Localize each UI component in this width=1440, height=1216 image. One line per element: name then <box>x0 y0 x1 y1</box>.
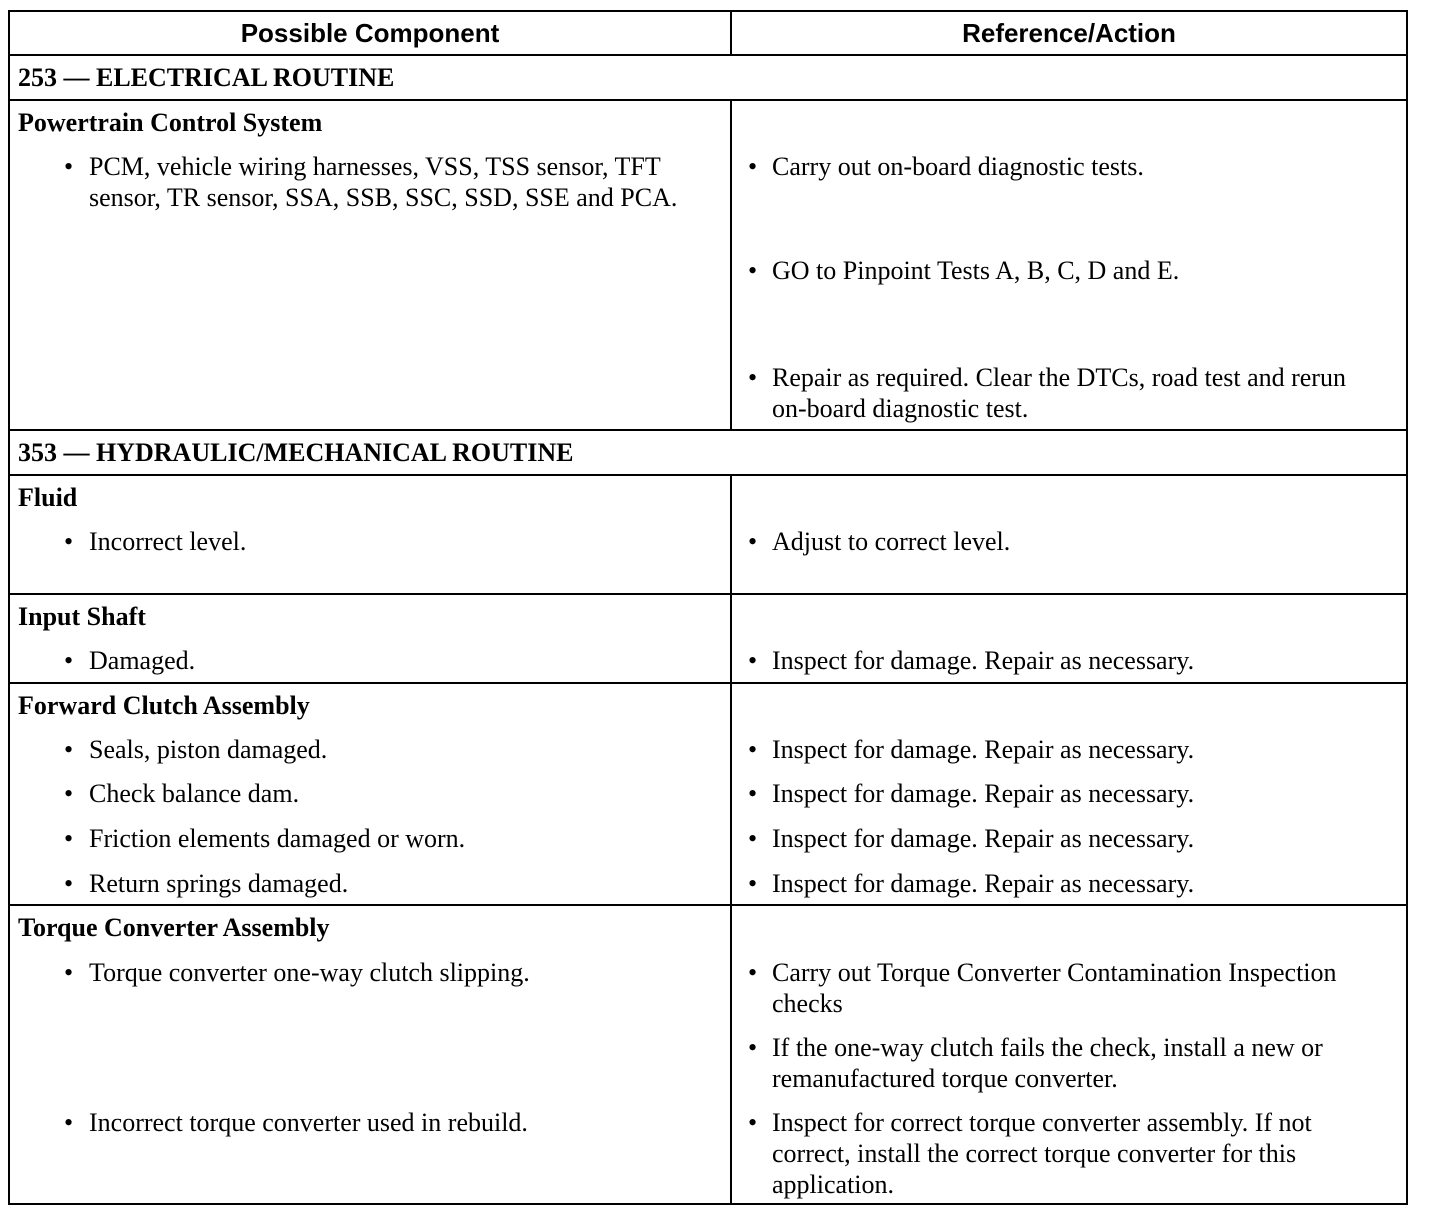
row-rule <box>8 682 1408 684</box>
component-item: Incorrect level. <box>89 527 247 556</box>
action-item: Repair as required. Clear the DTCs, road test and rerun on-board diagnostic test. <box>772 363 1346 423</box>
action-item: If the one-way clutch fails the check, install a new or remanufactured torque converter. <box>772 1033 1323 1093</box>
bullet-icon: • <box>748 869 758 898</box>
component-item: Damaged. <box>89 646 196 675</box>
group-title: Forward Clutch Assembly <box>18 691 310 720</box>
action-item: Inspect for damage. Repair as necessary. <box>772 824 1195 853</box>
section-rule <box>8 99 1408 101</box>
bullet-icon: • <box>748 958 758 987</box>
component-item: Incorrect torque converter used in rebuild. <box>89 1108 528 1137</box>
bullet-icon: • <box>64 869 74 898</box>
group-title: Torque Converter Assembly <box>18 913 330 942</box>
bullet-icon: • <box>64 735 74 764</box>
section-rule <box>8 429 1408 431</box>
table-border-right <box>1406 10 1408 1205</box>
section-title: 253 — ELECTRICAL ROUTINE <box>18 63 395 92</box>
bullet-icon: • <box>64 646 74 675</box>
group-title: Input Shaft <box>18 602 146 631</box>
action-item: GO to Pinpoint Tests A, B, C, D and E. <box>772 256 1180 285</box>
section-title: 353 — HYDRAULIC/MECHANICAL ROUTINE <box>18 438 574 467</box>
column-divider <box>730 474 732 1205</box>
action-item: Inspect for damage. Repair as necessary. <box>772 735 1195 764</box>
row-rule <box>8 904 1408 906</box>
bullet-icon: • <box>748 779 758 808</box>
bullet-icon: • <box>748 1108 758 1137</box>
bullet-icon: • <box>748 1033 758 1062</box>
action-item: Carry out Torque Converter Contamination Inspection checks <box>772 958 1337 1018</box>
bullet-icon: • <box>64 1108 74 1137</box>
component-item: Torque converter one-way clutch slipping. <box>89 958 530 987</box>
column-divider <box>730 99 732 431</box>
component-item: Check balance dam. <box>89 779 300 808</box>
bullet-icon: • <box>64 152 74 181</box>
bullet-icon: • <box>64 958 74 987</box>
bullet-icon: • <box>64 779 74 808</box>
bullet-icon: • <box>748 735 758 764</box>
bullet-icon: • <box>748 363 758 392</box>
action-item: Inspect for correct torque converter assembly. If not correct, install the correct torque converter for this application. <box>772 1108 1312 1199</box>
column-header-action: Reference/Action <box>962 18 1176 48</box>
component-item: PCM, vehicle wiring harnesses, VSS, TSS sensor, TFT sensor, TR sensor, SSA, SSB, SSC, SSD, SSE and PCA. <box>89 152 678 212</box>
section-rule <box>8 474 1408 476</box>
table-border-bottom <box>8 1203 1408 1205</box>
bullet-icon: • <box>748 256 758 285</box>
action-item: Adjust to correct level. <box>772 527 1011 556</box>
bullet-icon: • <box>748 646 758 675</box>
component-item: Seals, piston damaged. <box>89 735 328 764</box>
group-title: Powertrain Control System <box>18 108 323 137</box>
column-header-component: Possible Component <box>240 18 500 48</box>
bullet-icon: • <box>748 152 758 181</box>
action-item: Carry out on-board diagnostic tests. <box>772 152 1144 181</box>
group-title: Fluid <box>18 483 78 512</box>
component-item: Return springs damaged. <box>89 869 349 898</box>
bullet-icon: • <box>748 824 758 853</box>
table-border-left <box>8 10 10 1205</box>
action-item: Inspect for damage. Repair as necessary. <box>772 869 1195 898</box>
action-item: Inspect for damage. Repair as necessary. <box>772 646 1195 675</box>
action-item: Inspect for damage. Repair as necessary. <box>772 779 1195 808</box>
bullet-icon: • <box>64 527 74 556</box>
bullet-icon: • <box>64 824 74 853</box>
bullet-icon: • <box>748 527 758 556</box>
component-item: Friction elements damaged or worn. <box>89 824 466 853</box>
row-rule <box>8 593 1408 595</box>
